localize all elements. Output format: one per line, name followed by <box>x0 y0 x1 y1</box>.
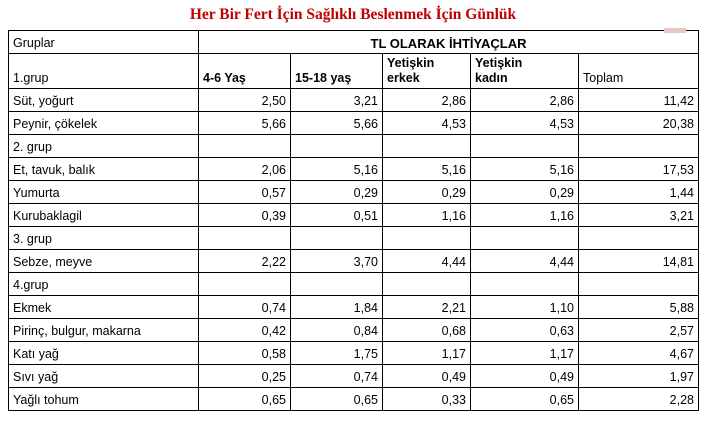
value-cell: 0,51 <box>291 204 383 227</box>
total-cell: 4,67 <box>579 342 699 365</box>
value-cell: 1,10 <box>471 296 579 319</box>
value-cell: 0,57 <box>199 181 291 204</box>
value-cell: 4,53 <box>471 112 579 135</box>
value-cell: 5,16 <box>383 158 471 181</box>
value-cell: 3,21 <box>291 89 383 112</box>
value-cell: 0,49 <box>471 365 579 388</box>
value-cell: 0,49 <box>383 365 471 388</box>
food-label-cell: Sebze, meyve <box>9 250 199 273</box>
value-cell: 0,63 <box>471 319 579 342</box>
table-row <box>9 89 699 112</box>
table-row <box>9 388 699 411</box>
food-label-cell: Yumurta <box>9 181 199 204</box>
food-label-cell: Yağlı tohum <box>9 388 199 411</box>
total-cell: 17,53 <box>579 158 699 181</box>
value-cell: 5,16 <box>471 158 579 181</box>
food-label-cell: Pirinç, bulgur, makarna <box>9 319 199 342</box>
value-cell <box>383 135 471 158</box>
table-header-row-2 <box>9 54 699 89</box>
value-cell: 0,33 <box>383 388 471 411</box>
value-cell: 2,86 <box>383 89 471 112</box>
table-row <box>9 112 699 135</box>
group-label-cell: 3. grup <box>9 227 199 250</box>
value-cell: 5,66 <box>199 112 291 135</box>
food-label-cell: Sıvı yağ <box>9 365 199 388</box>
value-cell: 5,16 <box>291 158 383 181</box>
page-title: Her Bir Fert İçin Sağlıklı Beslenmek İçin Günlük <box>189 6 517 23</box>
value-cell: 2,50 <box>199 89 291 112</box>
value-cell <box>199 273 291 296</box>
header-cell-group-1: 1.grup <box>9 54 199 89</box>
table-row <box>9 273 699 296</box>
value-cell: 2,21 <box>383 296 471 319</box>
value-cell <box>291 135 383 158</box>
food-label-cell: Peynir, çökelek <box>9 112 199 135</box>
table-row <box>9 135 699 158</box>
header-adult-female-line1: Yetişkin <box>475 56 523 70</box>
food-label-cell: Et, tavuk, balık <box>9 158 199 181</box>
value-cell: 0,65 <box>471 388 579 411</box>
value-cell: 0,65 <box>199 388 291 411</box>
value-cell <box>471 227 579 250</box>
table-row <box>9 365 699 388</box>
table-row <box>9 204 699 227</box>
value-cell: 0,84 <box>291 319 383 342</box>
value-cell: 0,29 <box>291 181 383 204</box>
value-cell: 0,58 <box>199 342 291 365</box>
total-cell <box>579 135 699 158</box>
value-cell: 2,22 <box>199 250 291 273</box>
value-cell: 0,74 <box>291 365 383 388</box>
value-cell: 2,86 <box>471 89 579 112</box>
stray-highlight-mark <box>664 28 686 33</box>
total-cell <box>579 273 699 296</box>
header-cell-adult-female <box>471 54 579 89</box>
value-cell <box>383 227 471 250</box>
value-cell: 0,42 <box>199 319 291 342</box>
group-label-cell: 4.grup <box>9 273 199 296</box>
value-cell: 1,17 <box>383 342 471 365</box>
total-cell: 2,57 <box>579 319 699 342</box>
total-cell: 2,28 <box>579 388 699 411</box>
header-cell-age-15-18: 15-18 yaş <box>291 54 383 89</box>
value-cell: 0,25 <box>199 365 291 388</box>
food-label-cell: Süt, yoğurt <box>9 89 199 112</box>
total-cell: 14,81 <box>579 250 699 273</box>
header-adult-male-line2: erkek <box>387 71 420 85</box>
table-row <box>9 319 699 342</box>
value-cell <box>291 227 383 250</box>
value-cell: 4,53 <box>383 112 471 135</box>
value-cell: 1,16 <box>471 204 579 227</box>
total-cell <box>579 227 699 250</box>
value-cell: 0,39 <box>199 204 291 227</box>
value-cell: 1,16 <box>383 204 471 227</box>
value-cell <box>383 273 471 296</box>
header-cell-age-4-6: 4-6 Yaş <box>199 54 291 89</box>
value-cell: 4,44 <box>383 250 471 273</box>
value-cell <box>291 273 383 296</box>
table-row <box>9 296 699 319</box>
value-cell: 5,66 <box>291 112 383 135</box>
table-row <box>9 250 699 273</box>
value-cell: 1,84 <box>291 296 383 319</box>
value-cell: 0,74 <box>199 296 291 319</box>
value-cell <box>471 273 579 296</box>
value-cell: 1,75 <box>291 342 383 365</box>
value-cell: 0,29 <box>471 181 579 204</box>
table-row <box>9 181 699 204</box>
header-cell-adult-male <box>383 54 471 89</box>
value-cell <box>471 135 579 158</box>
table-header-row-1 <box>9 31 699 54</box>
value-cell: 0,65 <box>291 388 383 411</box>
table-row <box>9 158 699 181</box>
table-row <box>9 342 699 365</box>
nutrition-cost-table <box>8 30 699 411</box>
total-cell: 20,38 <box>579 112 699 135</box>
table-body <box>9 89 699 411</box>
value-cell: 0,29 <box>383 181 471 204</box>
table-container <box>8 30 698 411</box>
total-cell: 1,97 <box>579 365 699 388</box>
food-label-cell: Katı yağ <box>9 342 199 365</box>
header-adult-male-line1: Yetişkin <box>387 56 435 70</box>
value-cell <box>199 227 291 250</box>
header-cell-total: Toplam <box>579 54 699 89</box>
header-cell-groups: Gruplar <box>9 31 199 54</box>
group-label-cell: 2. grup <box>9 135 199 158</box>
value-cell: 2,06 <box>199 158 291 181</box>
table-row <box>9 227 699 250</box>
value-cell: 0,68 <box>383 319 471 342</box>
header-adult-female-line2: kadın <box>475 71 508 85</box>
total-cell: 3,21 <box>579 204 699 227</box>
value-cell: 1,17 <box>471 342 579 365</box>
total-cell: 5,88 <box>579 296 699 319</box>
value-cell: 4,44 <box>471 250 579 273</box>
food-label-cell: Kurubaklagil <box>9 204 199 227</box>
total-cell: 11,42 <box>579 89 699 112</box>
value-cell <box>199 135 291 158</box>
food-label-cell: Ekmek <box>9 296 199 319</box>
value-cell: 3,70 <box>291 250 383 273</box>
total-cell: 1,44 <box>579 181 699 204</box>
header-cell-needs-in-tl: TL OLARAK İHTİYAÇLAR <box>199 31 699 54</box>
